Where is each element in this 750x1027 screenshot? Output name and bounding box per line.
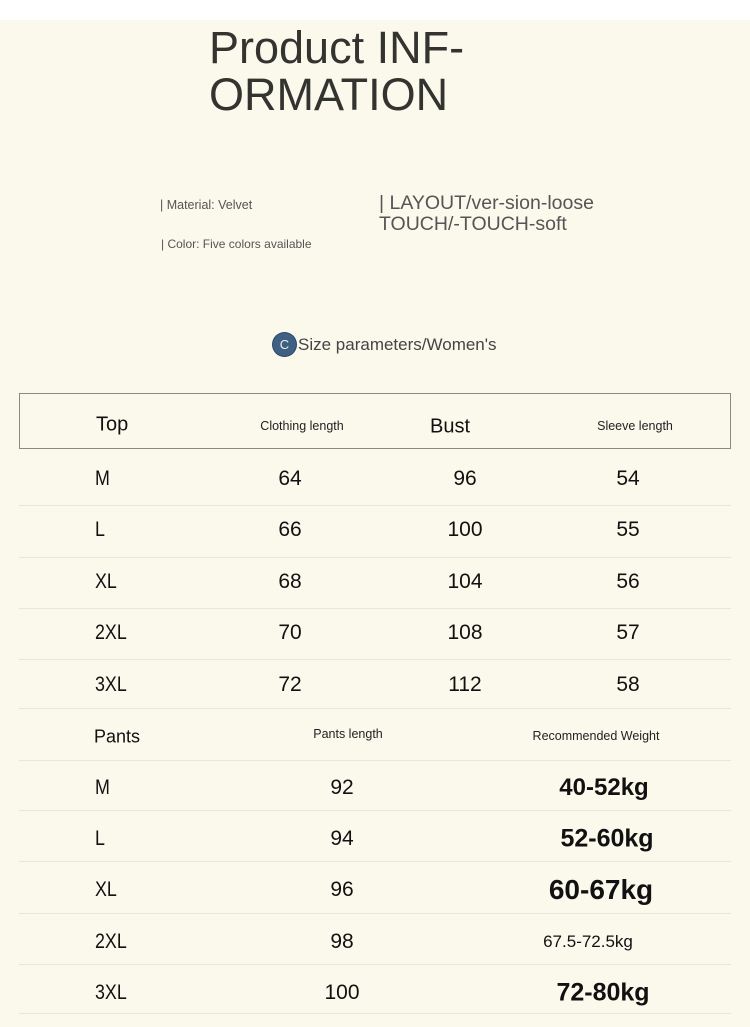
sleeve-length-value: 57 <box>616 621 640 644</box>
header-recommended-weight: Recommended Weight <box>532 729 660 743</box>
bust-value: 96 <box>453 467 477 490</box>
row-divider <box>19 964 731 965</box>
clothing-length-value: 64 <box>278 467 302 490</box>
row-divider <box>19 505 731 506</box>
size-label: 2XL <box>95 621 127 644</box>
row-divider <box>19 708 731 709</box>
row-divider <box>19 760 731 761</box>
row-divider <box>19 1013 731 1014</box>
header-pants: Pants <box>94 726 141 747</box>
pants-length-value: 100 <box>324 981 360 1004</box>
size-label: 3XL <box>95 981 127 1004</box>
clothing-length-value: 70 <box>278 621 302 644</box>
color-spec: | Color: Five colors available <box>161 237 312 251</box>
sleeve-length-value: 58 <box>616 673 640 696</box>
sleeve-length-value: 54 <box>616 467 640 490</box>
title-line-2: ORMATION <box>209 69 449 120</box>
row-divider <box>19 659 731 660</box>
size-label: L <box>95 518 105 541</box>
page-title <box>209 24 464 118</box>
bust-value: 108 <box>447 621 483 644</box>
row-divider <box>19 557 731 558</box>
title-line-1: Product INF- <box>209 22 465 73</box>
clothing-length-value: 68 <box>278 570 302 593</box>
c-badge-icon: C <box>273 333 296 356</box>
recommended-weight-value: 52-60kg <box>560 824 654 853</box>
row-divider <box>19 810 731 811</box>
recommended-weight-value: 72-80kg <box>556 978 650 1007</box>
row-divider <box>19 861 731 862</box>
clothing-length-value: 66 <box>278 518 302 541</box>
pants-length-value: 94 <box>330 827 354 850</box>
size-label: M <box>95 467 110 490</box>
recommended-weight-value: 40-52kg <box>559 774 649 801</box>
size-label: XL <box>95 570 117 593</box>
row-divider <box>19 913 731 914</box>
section-label: Size parameters/Women's <box>298 334 497 354</box>
size-label: 3XL <box>95 673 127 696</box>
size-label: 2XL <box>95 930 127 953</box>
recommended-weight-value: 67.5-72.5kg <box>543 932 633 951</box>
header-clothing-length: Clothing length <box>260 419 344 433</box>
sleeve-length-value: 55 <box>616 518 640 541</box>
size-label: M <box>95 776 110 799</box>
header-top: Top <box>96 413 129 436</box>
clothing-length-value: 72 <box>278 673 302 696</box>
bust-value: 112 <box>448 673 482 696</box>
pants-length-value: 98 <box>330 930 354 953</box>
pants-length-value: 92 <box>330 776 354 799</box>
header-pants-length: Pants length <box>313 727 383 741</box>
layout-spec: | LAYOUT/ver-sion-loose TOUCH/-TOUCH-soft <box>379 192 594 235</box>
pants-length-value: 96 <box>330 878 354 901</box>
bust-value: 100 <box>447 518 483 541</box>
top-bar <box>0 0 750 20</box>
row-divider <box>19 608 731 609</box>
header-sleeve-length: Sleeve length <box>597 419 673 433</box>
size-label: XL <box>95 878 117 901</box>
size-label: L <box>95 827 105 850</box>
sleeve-length-value: 56 <box>616 570 640 593</box>
material-spec: | Material: Velvet <box>160 198 253 212</box>
header-bust: Bust <box>429 415 471 438</box>
bust-value: 104 <box>447 570 483 593</box>
recommended-weight-value: 60-67kg <box>548 874 654 905</box>
section-heading <box>273 333 497 356</box>
